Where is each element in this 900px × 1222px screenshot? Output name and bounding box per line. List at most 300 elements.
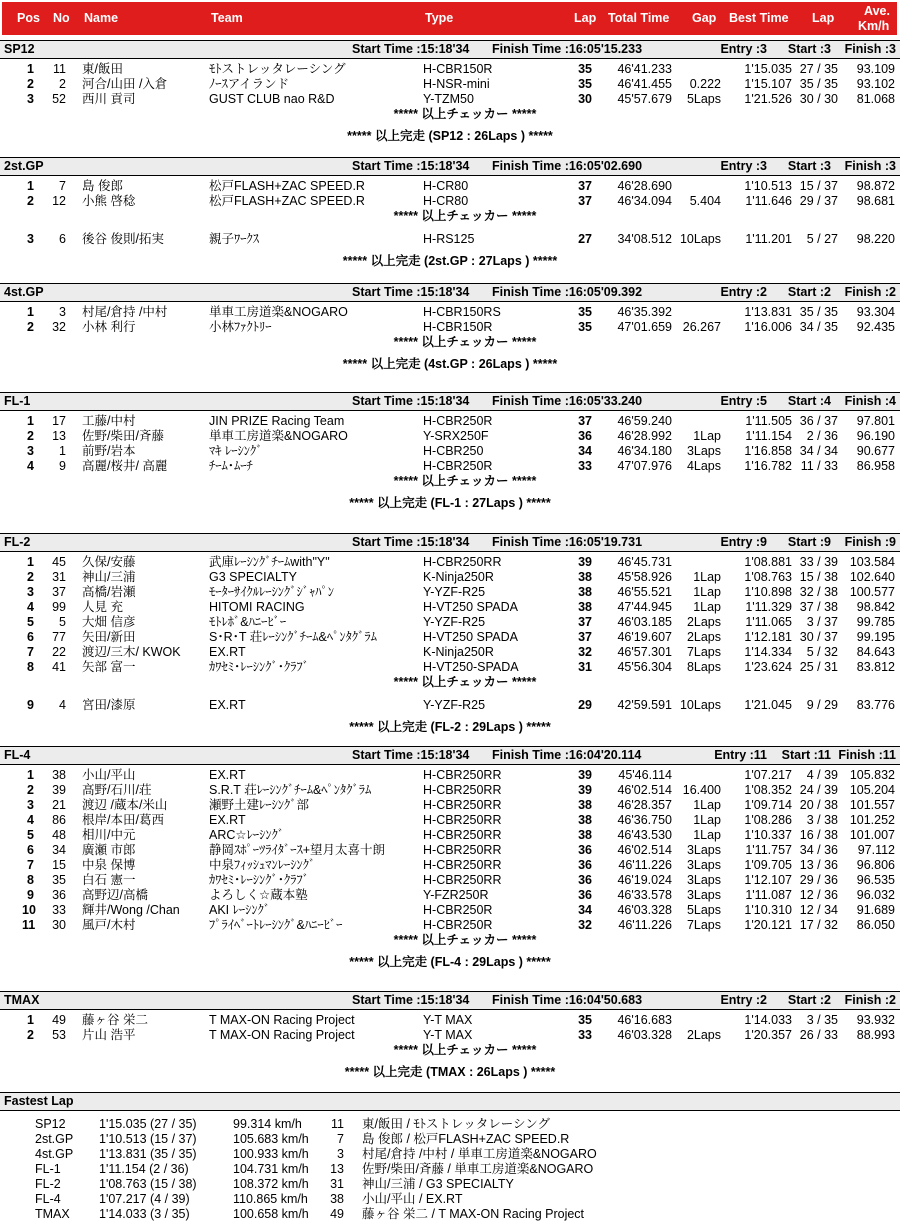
fl-time: 1'07.217 (4 / 39) xyxy=(99,1192,190,1206)
col-team: Team xyxy=(211,11,243,25)
cell-ave-speed: 91.689 xyxy=(856,903,895,917)
checker-line: ***** 以上チェッカー ***** xyxy=(393,933,537,947)
result-row xyxy=(0,1013,900,1028)
cell-team: 松戸FLASH+ZAC SPEED.R xyxy=(209,179,365,193)
cell-no: 31 xyxy=(52,570,66,584)
cell-lap: 38 xyxy=(578,585,592,599)
cell-lap: 38 xyxy=(578,570,592,584)
fastest-lap-row xyxy=(0,1147,900,1162)
cell-total-time: 46'19.607 xyxy=(617,630,672,644)
cell-name: 西川 貢司 xyxy=(82,92,136,106)
cell-gap: 5Laps xyxy=(686,903,721,917)
cell-lap: 35 xyxy=(578,320,592,334)
cell-team: GUST CLUB nao R&D xyxy=(209,92,335,106)
cell-pos: 3 xyxy=(27,92,34,106)
cell-name: 高麗/桜井/ 高麗 xyxy=(82,459,168,473)
cell-lap: 33 xyxy=(578,1028,592,1042)
cell-total-time: 46'43.530 xyxy=(617,828,672,842)
cell-ave-speed: 96.806 xyxy=(856,858,895,872)
cell-gap: 1Lap xyxy=(693,600,721,614)
cell-type: H-CBR250RR xyxy=(423,555,502,569)
finish-count: Finish :2 xyxy=(844,993,896,1007)
result-row xyxy=(0,92,900,107)
cell-type: Y-T MAX xyxy=(423,1028,473,1042)
start-count: Start :2 xyxy=(787,993,831,1007)
complete-line: ***** 以上完走 (4st.GP : 26Laps ) ***** xyxy=(342,357,558,371)
cell-no: 6 xyxy=(59,232,66,246)
class-name: FL-1 xyxy=(4,394,31,408)
finish-count: Finish :4 xyxy=(844,394,896,408)
start-count: Start :3 xyxy=(787,159,831,173)
class-header xyxy=(0,283,900,302)
fl-no: 38 xyxy=(330,1192,344,1206)
result-row xyxy=(0,414,900,429)
cell-lap: 36 xyxy=(578,843,592,857)
cell-lap: 39 xyxy=(578,783,592,797)
result-row xyxy=(0,77,900,92)
cell-best-time: 1'10.513 xyxy=(744,179,792,193)
cell-name: 前野/岩本 xyxy=(82,444,136,458)
cell-best-lap: 20 / 38 xyxy=(799,798,838,812)
cell-type: H-CBR250RR xyxy=(423,828,502,842)
cell-no: 39 xyxy=(52,783,66,797)
cell-best-lap: 9 / 29 xyxy=(806,698,838,712)
result-row xyxy=(0,798,900,813)
result-row xyxy=(0,783,900,798)
cell-name: 風戸/木村 xyxy=(82,918,136,932)
col-total-time: Total Time xyxy=(608,11,670,25)
cell-pos: 3 xyxy=(27,444,34,458)
cell-total-time: 45'58.926 xyxy=(617,570,672,584)
cell-gap: 1Lap xyxy=(693,570,721,584)
cell-best-time: 1'11.646 xyxy=(745,194,792,208)
checker-line: ***** 以上チェッカー ***** xyxy=(393,474,537,488)
cell-type: H-CBR250RR xyxy=(423,873,502,887)
cell-ave-speed: 98.842 xyxy=(856,600,895,614)
cell-gap: 3Laps xyxy=(686,858,721,872)
col-ave-bottom: Km/h xyxy=(858,19,890,33)
cell-best-time: 1'11.154 xyxy=(745,429,792,443)
cell-type: H-NSR-mini xyxy=(423,77,490,91)
result-row xyxy=(0,888,900,903)
result-row xyxy=(0,918,900,933)
cell-type: H-CBR250R xyxy=(423,459,493,473)
cell-name: 小熊 啓稔 xyxy=(82,194,136,208)
fl-class: 4st.GP xyxy=(35,1147,74,1161)
cell-name: 後谷 俊則/拓実 xyxy=(82,232,164,246)
cell-name: 高橋/岩瀬 xyxy=(82,585,136,599)
cell-name: 宮田/漆原 xyxy=(82,698,136,712)
cell-best-lap: 29 / 37 xyxy=(799,194,838,208)
cell-no: 52 xyxy=(52,92,66,106)
class-name: SP12 xyxy=(4,42,35,56)
cell-best-lap: 34 / 36 xyxy=(799,843,838,857)
cell-best-time: 1'11.757 xyxy=(745,843,792,857)
cell-ave-speed: 98.681 xyxy=(856,194,895,208)
cell-total-time: 46'28.690 xyxy=(617,179,672,193)
cell-best-lap: 2 / 36 xyxy=(806,429,838,443)
cell-type: K-Ninja250R xyxy=(423,570,494,584)
fl-speed: 100.933 km/h xyxy=(233,1147,309,1161)
start-count: Start :2 xyxy=(787,285,831,299)
result-row xyxy=(0,62,900,77)
cell-type: H-VT250 SPADA xyxy=(423,630,518,644)
cell-no: 49 xyxy=(52,1013,66,1027)
cell-pos: 4 xyxy=(27,813,34,827)
fl-speed: 110.865 km/h xyxy=(233,1192,308,1206)
fl-time: 1'15.035 (27 / 35) xyxy=(99,1117,197,1131)
cell-best-lap: 37 / 38 xyxy=(799,600,838,614)
cell-total-time: 47'01.659 xyxy=(617,320,672,334)
cell-total-time: 46'03.328 xyxy=(617,903,672,917)
cell-ave-speed: 99.785 xyxy=(856,615,895,629)
class-name: 4st.GP xyxy=(4,285,44,299)
cell-lap: 36 xyxy=(578,888,592,902)
cell-team: ﾉｰｽアイランド xyxy=(209,77,290,91)
cell-no: 9 xyxy=(59,459,66,473)
class-section xyxy=(0,283,900,372)
cell-no: 4 xyxy=(59,698,66,712)
cell-type: Y-T MAX xyxy=(423,1013,473,1027)
cell-no: 86 xyxy=(52,813,66,827)
cell-pos: 6 xyxy=(27,630,34,644)
start-count: Start :11 xyxy=(781,748,831,762)
class-name: TMAX xyxy=(4,993,40,1007)
cell-total-time: 34'08.512 xyxy=(617,232,672,246)
cell-type: H-CBR250R xyxy=(423,414,493,428)
cell-type: H-RS125 xyxy=(423,232,475,246)
cell-total-time: 46'35.392 xyxy=(617,305,672,319)
finish-count: Finish :3 xyxy=(844,159,896,173)
cell-ave-speed: 98.220 xyxy=(856,232,895,246)
cell-team: 親子ﾜｰｸｽ xyxy=(209,232,260,246)
entry-count: Entry :5 xyxy=(720,394,767,408)
fl-speed: 100.658 km/h xyxy=(233,1207,309,1221)
class-header xyxy=(0,746,900,765)
cell-gap: 2Laps xyxy=(686,615,721,629)
complete-line: ***** 以上完走 (TMAX : 26Laps ) ***** xyxy=(344,1065,556,1079)
cell-best-lap: 30 / 30 xyxy=(799,92,838,106)
cell-no: 7 xyxy=(59,179,66,193)
cell-no: 12 xyxy=(52,194,66,208)
cell-name: 相川/中元 xyxy=(82,828,136,842)
result-row xyxy=(0,630,900,645)
cell-best-time: 1'08.763 xyxy=(744,570,792,584)
cell-team: ﾓｰﾀｰｻｲｸﾙﾚｰｼﾝｸﾞｼﾞｬﾊﾟﾝ xyxy=(209,585,335,599)
class-header xyxy=(0,40,900,59)
cell-lap: 37 xyxy=(578,615,592,629)
fastest-lap-header xyxy=(0,1092,900,1111)
result-row xyxy=(0,645,900,660)
cell-type: K-Ninja250R xyxy=(423,645,494,659)
cell-no: 37 xyxy=(52,585,66,599)
cell-type: H-CBR150RS xyxy=(423,305,501,319)
cell-name: 渡辺/三木/ KWOK xyxy=(82,645,181,659)
cell-ave-speed: 96.535 xyxy=(856,873,895,887)
cell-pos: 5 xyxy=(27,615,34,629)
cell-lap: 35 xyxy=(578,1013,592,1027)
cell-ave-speed: 86.050 xyxy=(856,918,895,932)
cell-team: 瀬野土建ﾚｰｼﾝｸﾞ部 xyxy=(209,798,310,812)
fl-time: 1'13.831 (35 / 35) xyxy=(99,1147,197,1161)
cell-type: H-CBR250RR xyxy=(423,798,502,812)
cell-team: ﾓﾄストレッタレーシング xyxy=(209,62,346,76)
start-count: Start :4 xyxy=(787,394,831,408)
cell-total-time: 46'59.240 xyxy=(617,414,672,428)
cell-best-time: 1'11.065 xyxy=(745,615,792,629)
fl-class: TMAX xyxy=(35,1207,70,1221)
fastest-lap-row xyxy=(0,1207,900,1222)
cell-team: よろしく☆蔵本塾 xyxy=(209,888,308,902)
cell-pos: 1 xyxy=(27,555,34,569)
result-row xyxy=(0,320,900,335)
cell-team: T MAX-ON Racing Project xyxy=(209,1013,355,1027)
result-row xyxy=(0,459,900,474)
cell-pos: 9 xyxy=(27,888,34,902)
cell-ave-speed: 93.932 xyxy=(856,1013,895,1027)
cell-ave-speed: 100.577 xyxy=(849,585,895,599)
cell-type: H-CR80 xyxy=(423,194,469,208)
cell-best-time: 1'11.505 xyxy=(745,414,792,428)
cell-ave-speed: 98.872 xyxy=(856,179,895,193)
fl-rider: 村尾/倉持 /中村 / 単車工房道楽&NOGARO xyxy=(362,1147,597,1161)
result-row xyxy=(0,903,900,918)
cell-no: 15 xyxy=(52,858,66,872)
cell-lap: 39 xyxy=(578,768,592,782)
cell-best-time: 1'11.201 xyxy=(745,232,792,246)
cell-best-time: 1'09.714 xyxy=(744,798,792,812)
cell-lap: 32 xyxy=(578,645,592,659)
cell-ave-speed: 96.190 xyxy=(856,429,895,443)
class-name: FL-2 xyxy=(4,535,31,549)
fl-speed: 108.372 km/h xyxy=(233,1177,309,1191)
fl-class: FL-4 xyxy=(35,1192,61,1206)
cell-gap: 3Laps xyxy=(686,843,721,857)
cell-lap: 38 xyxy=(578,813,592,827)
checker-line: ***** 以上チェッカー ***** xyxy=(393,1043,537,1057)
col-name: Name xyxy=(84,11,119,25)
cell-name: 村尾/倉持 /中村 xyxy=(82,305,168,319)
cell-type: H-CBR250R xyxy=(423,918,493,932)
cell-best-lap: 5 / 32 xyxy=(806,645,838,659)
cell-best-time: 1'12.107 xyxy=(744,873,792,887)
cell-no: 2 xyxy=(59,77,66,91)
cell-best-lap: 27 / 35 xyxy=(799,62,838,76)
cell-team: ｶﾜｾﾐ･ﾚｰｼﾝｸﾞ･ｸﾗﾌﾞ xyxy=(209,660,310,674)
cell-team: 単車工房道楽&NOGARO xyxy=(209,305,348,319)
cell-total-time: 42'59.591 xyxy=(617,698,672,712)
fl-time: 1'10.513 (15 / 37) xyxy=(99,1132,197,1146)
cell-pos: 9 xyxy=(27,698,34,712)
cell-lap: 36 xyxy=(578,873,592,887)
cell-best-lap: 34 / 35 xyxy=(799,320,838,334)
cell-ave-speed: 81.068 xyxy=(856,92,895,106)
class-section xyxy=(0,991,900,1080)
cell-name: 高野/石川/荘 xyxy=(82,783,152,797)
cell-best-time: 1'16.006 xyxy=(744,320,792,334)
fastest-lap-row xyxy=(0,1117,900,1132)
cell-name: 矢部 富一 xyxy=(82,660,136,674)
cell-ave-speed: 93.304 xyxy=(856,305,895,319)
cell-ave-speed: 93.109 xyxy=(856,62,895,76)
finish-count: Finish :2 xyxy=(844,285,896,299)
cell-no: 17 xyxy=(52,414,66,428)
cell-type: Y-FZR250R xyxy=(423,888,489,902)
cell-team: ﾏｷ ﾚｰｼﾝｸﾞ xyxy=(209,444,263,458)
cell-team: T MAX-ON Racing Project xyxy=(209,1028,355,1042)
entry-count: Entry :2 xyxy=(720,993,767,1007)
cell-type: H-CBR250RR xyxy=(423,768,502,782)
cell-team: ｶﾜｾﾐ･ﾚｰｼﾝｸﾞ･ｸﾗﾌﾞ xyxy=(209,873,310,887)
class-name: 2st.GP xyxy=(4,159,44,173)
cell-best-lap: 11 / 33 xyxy=(800,459,838,473)
cell-type: Y-TZM50 xyxy=(423,92,474,106)
cell-ave-speed: 97.112 xyxy=(857,843,895,857)
cell-best-lap: 3 / 38 xyxy=(806,813,838,827)
cell-team: 武庫ﾚｰｼﾝｸﾞﾁｰﾑwith"Y" xyxy=(209,555,330,569)
cell-total-time: 45'56.304 xyxy=(617,660,672,674)
cell-team: EX.RT xyxy=(209,698,246,712)
cell-team: ﾁｰﾑ･ﾑｰﾁ xyxy=(209,459,253,473)
cell-lap: 35 xyxy=(578,62,592,76)
cell-name: 島 俊郎 xyxy=(82,179,123,193)
fl-class: FL-2 xyxy=(35,1177,61,1191)
cell-name: 小林 利行 xyxy=(82,320,136,334)
cell-no: 33 xyxy=(52,903,66,917)
cell-ave-speed: 96.032 xyxy=(856,888,895,902)
cell-total-time: 46'28.992 xyxy=(617,429,672,443)
cell-total-time: 47'07.976 xyxy=(617,459,672,473)
cell-total-time: 46'57.301 xyxy=(617,645,672,659)
result-row xyxy=(0,660,900,675)
cell-pos: 2 xyxy=(27,320,34,334)
cell-gap: 8Laps xyxy=(686,660,721,674)
cell-gap: 1Lap xyxy=(693,828,721,842)
fl-no: 7 xyxy=(337,1132,344,1146)
cell-best-time: 1'12.181 xyxy=(744,630,792,644)
col-ave-top: Ave. xyxy=(864,4,890,18)
class-section xyxy=(0,392,900,511)
cell-gap: 1Lap xyxy=(693,813,721,827)
result-row xyxy=(0,429,900,444)
cell-lap: 37 xyxy=(578,194,592,208)
cell-team: G3 SPECIALTY xyxy=(209,570,297,584)
result-row xyxy=(0,305,900,320)
cell-best-lap: 35 / 35 xyxy=(799,77,838,91)
cell-name: 人見 充 xyxy=(82,600,123,614)
cell-best-lap: 24 / 39 xyxy=(799,783,838,797)
cell-best-lap: 26 / 33 xyxy=(799,1028,838,1042)
cell-total-time: 46'28.357 xyxy=(617,798,672,812)
fl-speed: 104.731 km/h xyxy=(233,1162,309,1176)
cell-gap: 2Laps xyxy=(686,1028,721,1042)
class-section xyxy=(0,533,900,735)
cell-best-time: 1'20.357 xyxy=(744,1028,792,1042)
result-row xyxy=(0,698,900,713)
cell-ave-speed: 101.252 xyxy=(849,813,895,827)
cell-best-lap: 34 / 34 xyxy=(799,444,838,458)
cell-pos: 5 xyxy=(27,828,34,842)
cell-best-time: 1'08.881 xyxy=(744,555,792,569)
cell-gap: 10Laps xyxy=(679,698,721,712)
cell-pos: 2 xyxy=(27,194,34,208)
cell-team: 中泉ﾌｨｯｼｭﾏﾝﾚｰｼﾝｸﾞ xyxy=(209,858,316,872)
cell-type: Y-YZF-R25 xyxy=(423,698,486,712)
cell-ave-speed: 99.195 xyxy=(856,630,895,644)
cell-total-time: 46'55.521 xyxy=(617,585,672,599)
cell-pos: 1 xyxy=(27,305,34,319)
cell-pos: 1 xyxy=(27,179,34,193)
cell-best-time: 1'14.334 xyxy=(744,645,792,659)
cell-gap: 5Laps xyxy=(686,92,721,106)
cell-lap: 32 xyxy=(578,918,592,932)
cell-pos: 2 xyxy=(27,77,34,91)
cell-pos: 11 xyxy=(22,918,36,932)
cell-team: EX.RT xyxy=(209,813,246,827)
cell-no: 11 xyxy=(53,62,66,76)
cell-total-time: 46'36.750 xyxy=(617,813,672,827)
cell-ave-speed: 93.102 xyxy=(856,77,895,91)
cell-lap: 39 xyxy=(578,555,592,569)
cell-gap: 3Laps xyxy=(686,873,721,887)
cell-gap: 1Lap xyxy=(693,798,721,812)
cell-total-time: 45'57.679 xyxy=(617,92,672,106)
result-row xyxy=(0,615,900,630)
cell-pos: 10 xyxy=(22,903,36,917)
cell-no: 35 xyxy=(52,873,66,887)
cell-type: H-CBR250 xyxy=(423,444,484,458)
cell-best-time: 1'23.624 xyxy=(744,660,792,674)
cell-ave-speed: 83.812 xyxy=(856,660,895,674)
fl-no: 31 xyxy=(330,1177,344,1191)
cell-pos: 4 xyxy=(27,459,34,473)
col-lap: Lap xyxy=(574,11,597,25)
start-time: Start Time :15:18'34 xyxy=(352,159,470,173)
class-header xyxy=(0,157,900,176)
cell-lap: 35 xyxy=(578,305,592,319)
entry-count: Entry :2 xyxy=(720,285,767,299)
cell-gap: 26.267 xyxy=(682,320,721,334)
cell-best-lap: 17 / 32 xyxy=(799,918,838,932)
cell-pos: 3 xyxy=(27,585,34,599)
cell-ave-speed: 103.584 xyxy=(849,555,895,569)
cell-team: 静岡ｽﾎﾟｰﾂﾗｲﾀﾞｰｽ+望月太喜十朗 xyxy=(209,843,386,857)
checker-line: ***** 以上チェッカー ***** xyxy=(393,107,537,121)
cell-type: Y-SRX250F xyxy=(423,429,489,443)
start-time: Start Time :15:18'34 xyxy=(352,748,470,762)
cell-pos: 1 xyxy=(27,1013,34,1027)
cell-best-time: 1'13.831 xyxy=(744,305,792,319)
cell-gap: 16.400 xyxy=(682,783,721,797)
cell-name: 藤ヶ谷 栄二 xyxy=(82,1013,148,1027)
cell-type: H-VT250-SPADA xyxy=(423,660,519,674)
fl-no: 13 xyxy=(330,1162,344,1176)
fl-rider: 神山/三浦 / G3 SPECIALTY xyxy=(362,1177,514,1191)
result-row xyxy=(0,1028,900,1043)
fl-time: 1'11.154 (2 / 36) xyxy=(99,1162,189,1176)
fl-rider: 藤ヶ谷 栄二 / T MAX-ON Racing Project xyxy=(362,1207,585,1221)
cell-pos: 7 xyxy=(27,858,34,872)
cell-gap: 2Laps xyxy=(686,630,721,644)
cell-name: 大畑 信彦 xyxy=(82,615,136,629)
cell-total-time: 46'16.683 xyxy=(617,1013,672,1027)
cell-total-time: 45'46.114 xyxy=(618,768,672,782)
cell-best-lap: 35 / 35 xyxy=(799,305,838,319)
result-row xyxy=(0,600,900,615)
start-time: Start Time :15:18'34 xyxy=(352,42,470,56)
fl-no: 3 xyxy=(337,1147,344,1161)
complete-line: ***** 以上完走 (SP12 : 26Laps ) ***** xyxy=(347,129,553,143)
